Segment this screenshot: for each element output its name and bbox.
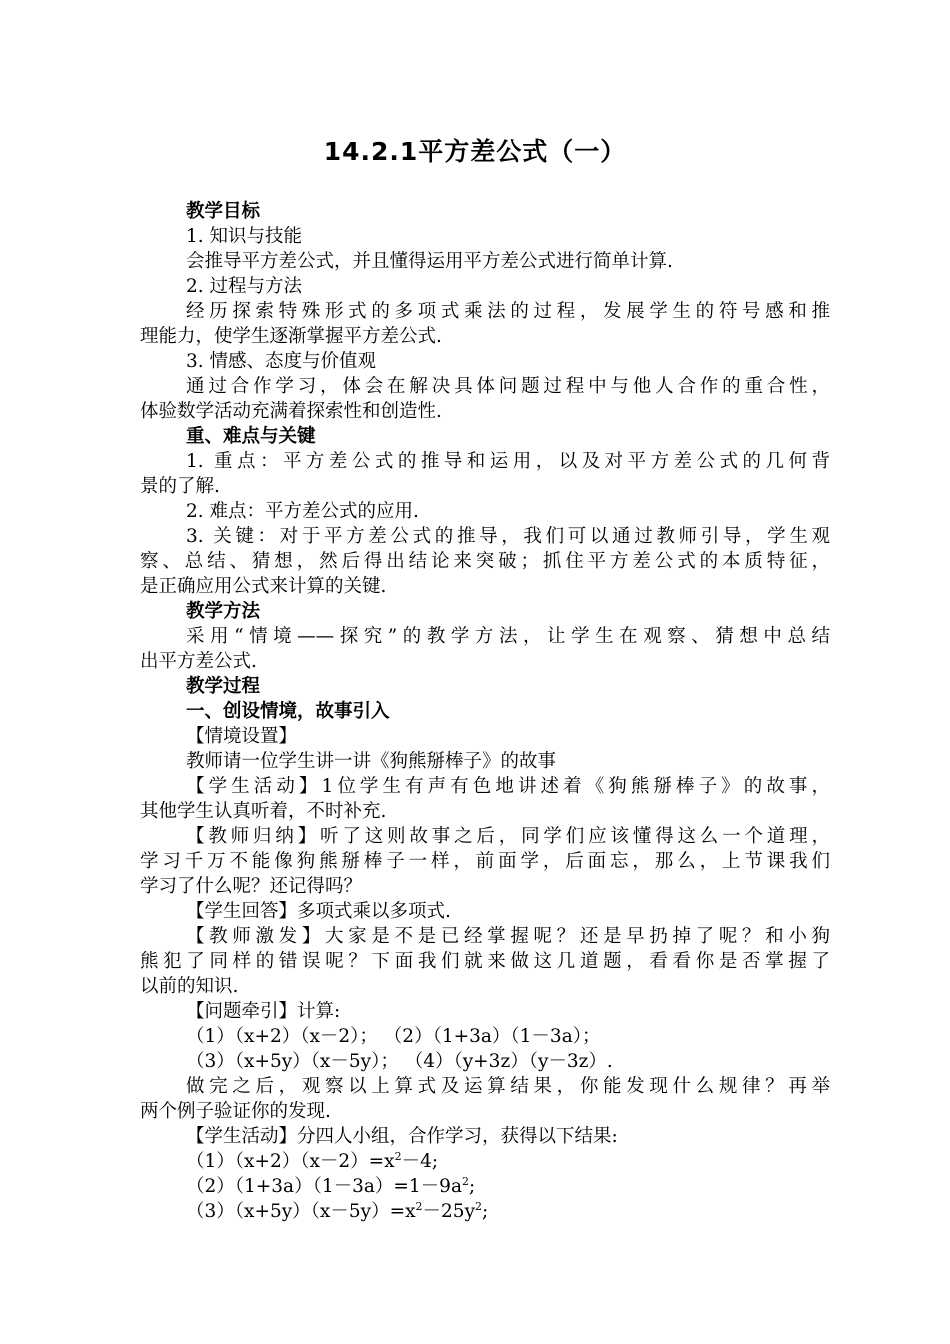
paragraph-line: 理能力，使学生逐渐掌握平方差公式. bbox=[140, 326, 442, 347]
paragraph-line: 【学生回答】多项式乘以多项式. bbox=[186, 901, 451, 922]
paragraph-line: 3. 关键：对于平方差公式的推导，我们可以通过教师引导，学生观 bbox=[186, 526, 830, 547]
paragraph-line: 【教师激发】大家是不是已经掌握呢？还是早扔掉了呢？和小狗 bbox=[186, 926, 830, 947]
result-expression: －4; bbox=[401, 1151, 439, 1172]
paragraph-line: 通过合作学习，体会在解决具体问题过程中与他人合作的重合性， bbox=[186, 376, 830, 397]
result-expression: （1）（x+2）（x－2）=x bbox=[186, 1151, 395, 1172]
paragraph-line: 1. 知识与技能 bbox=[186, 226, 303, 247]
paragraph-line: 做完之后，观察以上算式及运算结果，你能发现什么规律？再举 bbox=[186, 1076, 830, 1097]
result-expression: －25y bbox=[422, 1201, 476, 1222]
paragraph-line: 【学生活动】分四人小组，合作学习，获得以下结果: bbox=[186, 1126, 618, 1147]
paragraph-line: 采用“情境——探究”的教学方法，让学生在观察、猜想中总结 bbox=[186, 626, 830, 647]
exponent: 2 bbox=[461, 1174, 469, 1188]
result-line bbox=[186, 1149, 876, 1174]
paragraph-line: 两个例子验证你的发现. bbox=[140, 1101, 331, 1122]
result-expression: （3）（x+5y）（x－5y）=x bbox=[186, 1201, 416, 1222]
paragraph-line: 察、总结、猜想，然后得出结论来突破；抓住平方差公式的本质特征， bbox=[140, 551, 830, 572]
paragraph-line: 【学生活动】1位学生有声有色地讲述着《狗熊掰棒子》的故事， bbox=[186, 776, 830, 797]
paragraph-line: 是正确应用公式来计算的关键. bbox=[140, 576, 387, 597]
paragraph-line: 【情境设置】 bbox=[186, 726, 298, 747]
subsection-heading: 一、创设情境，故事引入 bbox=[186, 701, 390, 722]
page-title: 14.2.1平方差公式（一） bbox=[323, 137, 627, 166]
paragraph-line: 1. 重点：平方差公式的推导和运用，以及对平方差公式的几何背 bbox=[186, 451, 830, 472]
paragraph-line: 体验数学活动充满着探索性和创造性. bbox=[140, 401, 442, 422]
section-heading: 教学方法 bbox=[186, 601, 261, 622]
paragraph-line: 会推导平方差公式，并且懂得运用平方差公式进行简单计算. bbox=[186, 251, 673, 272]
result-line bbox=[186, 1174, 876, 1199]
section-heading: 重、难点与关键 bbox=[186, 426, 316, 447]
section-heading: 教学过程 bbox=[186, 676, 261, 697]
paragraph-line: 3. 情感、态度与价值观 bbox=[186, 351, 377, 372]
paragraph-line: 以前的知识. bbox=[140, 976, 239, 997]
paragraph-line: 【问题牵引】计算: bbox=[186, 1001, 341, 1022]
result-line bbox=[186, 1199, 876, 1224]
paragraph-line: 学习千万不能像狗熊掰棒子一样，前面学，后面忘，那么，上节课我们 bbox=[140, 851, 830, 872]
exercise-line: （1）（x+2）（x－2）； （2）（1+3a）（1－3a）； bbox=[186, 1026, 601, 1047]
exercise-line: （3）（x+5y）（x－5y）； （4）（y+3z）（y－3z）. bbox=[186, 1051, 613, 1072]
result-expression: （2）（1+3a）（1－3a）=1－9a bbox=[186, 1176, 462, 1197]
result-expression: ; bbox=[468, 1176, 476, 1197]
paragraph-line: 【教师归纳】听了这则故事之后，同学们应该懂得这么一个道理， bbox=[186, 826, 830, 847]
exponent: 2 bbox=[394, 1149, 402, 1163]
result-expression: ; bbox=[482, 1201, 489, 1222]
paragraph-line: 2. 难点：平方差公式的应用. bbox=[186, 501, 419, 522]
paragraph-line: 景的了解. bbox=[140, 476, 220, 497]
paragraph-line: 学习了什么呢？还记得吗？ bbox=[140, 876, 363, 897]
paragraph-line: 其他学生认真听着，不时补充. bbox=[140, 801, 387, 822]
exponent: 2 bbox=[475, 1199, 483, 1213]
paragraph-line: 经历探索特殊形式的多项式乘法的过程，发展学生的符号感和推 bbox=[186, 301, 830, 322]
paragraph-line: 出平方差公式. bbox=[140, 651, 257, 672]
paragraph-line: 2. 过程与方法 bbox=[186, 276, 303, 297]
paragraph-line: 熊犯了同样的错误呢？下面我们就来做这几道题，看看你是否掌握了 bbox=[140, 951, 830, 972]
exponent: 2 bbox=[415, 1199, 423, 1213]
section-heading: 教学目标 bbox=[186, 201, 261, 222]
paragraph-line: 教师请一位学生讲一讲《狗熊掰棒子》的故事 bbox=[186, 751, 557, 772]
